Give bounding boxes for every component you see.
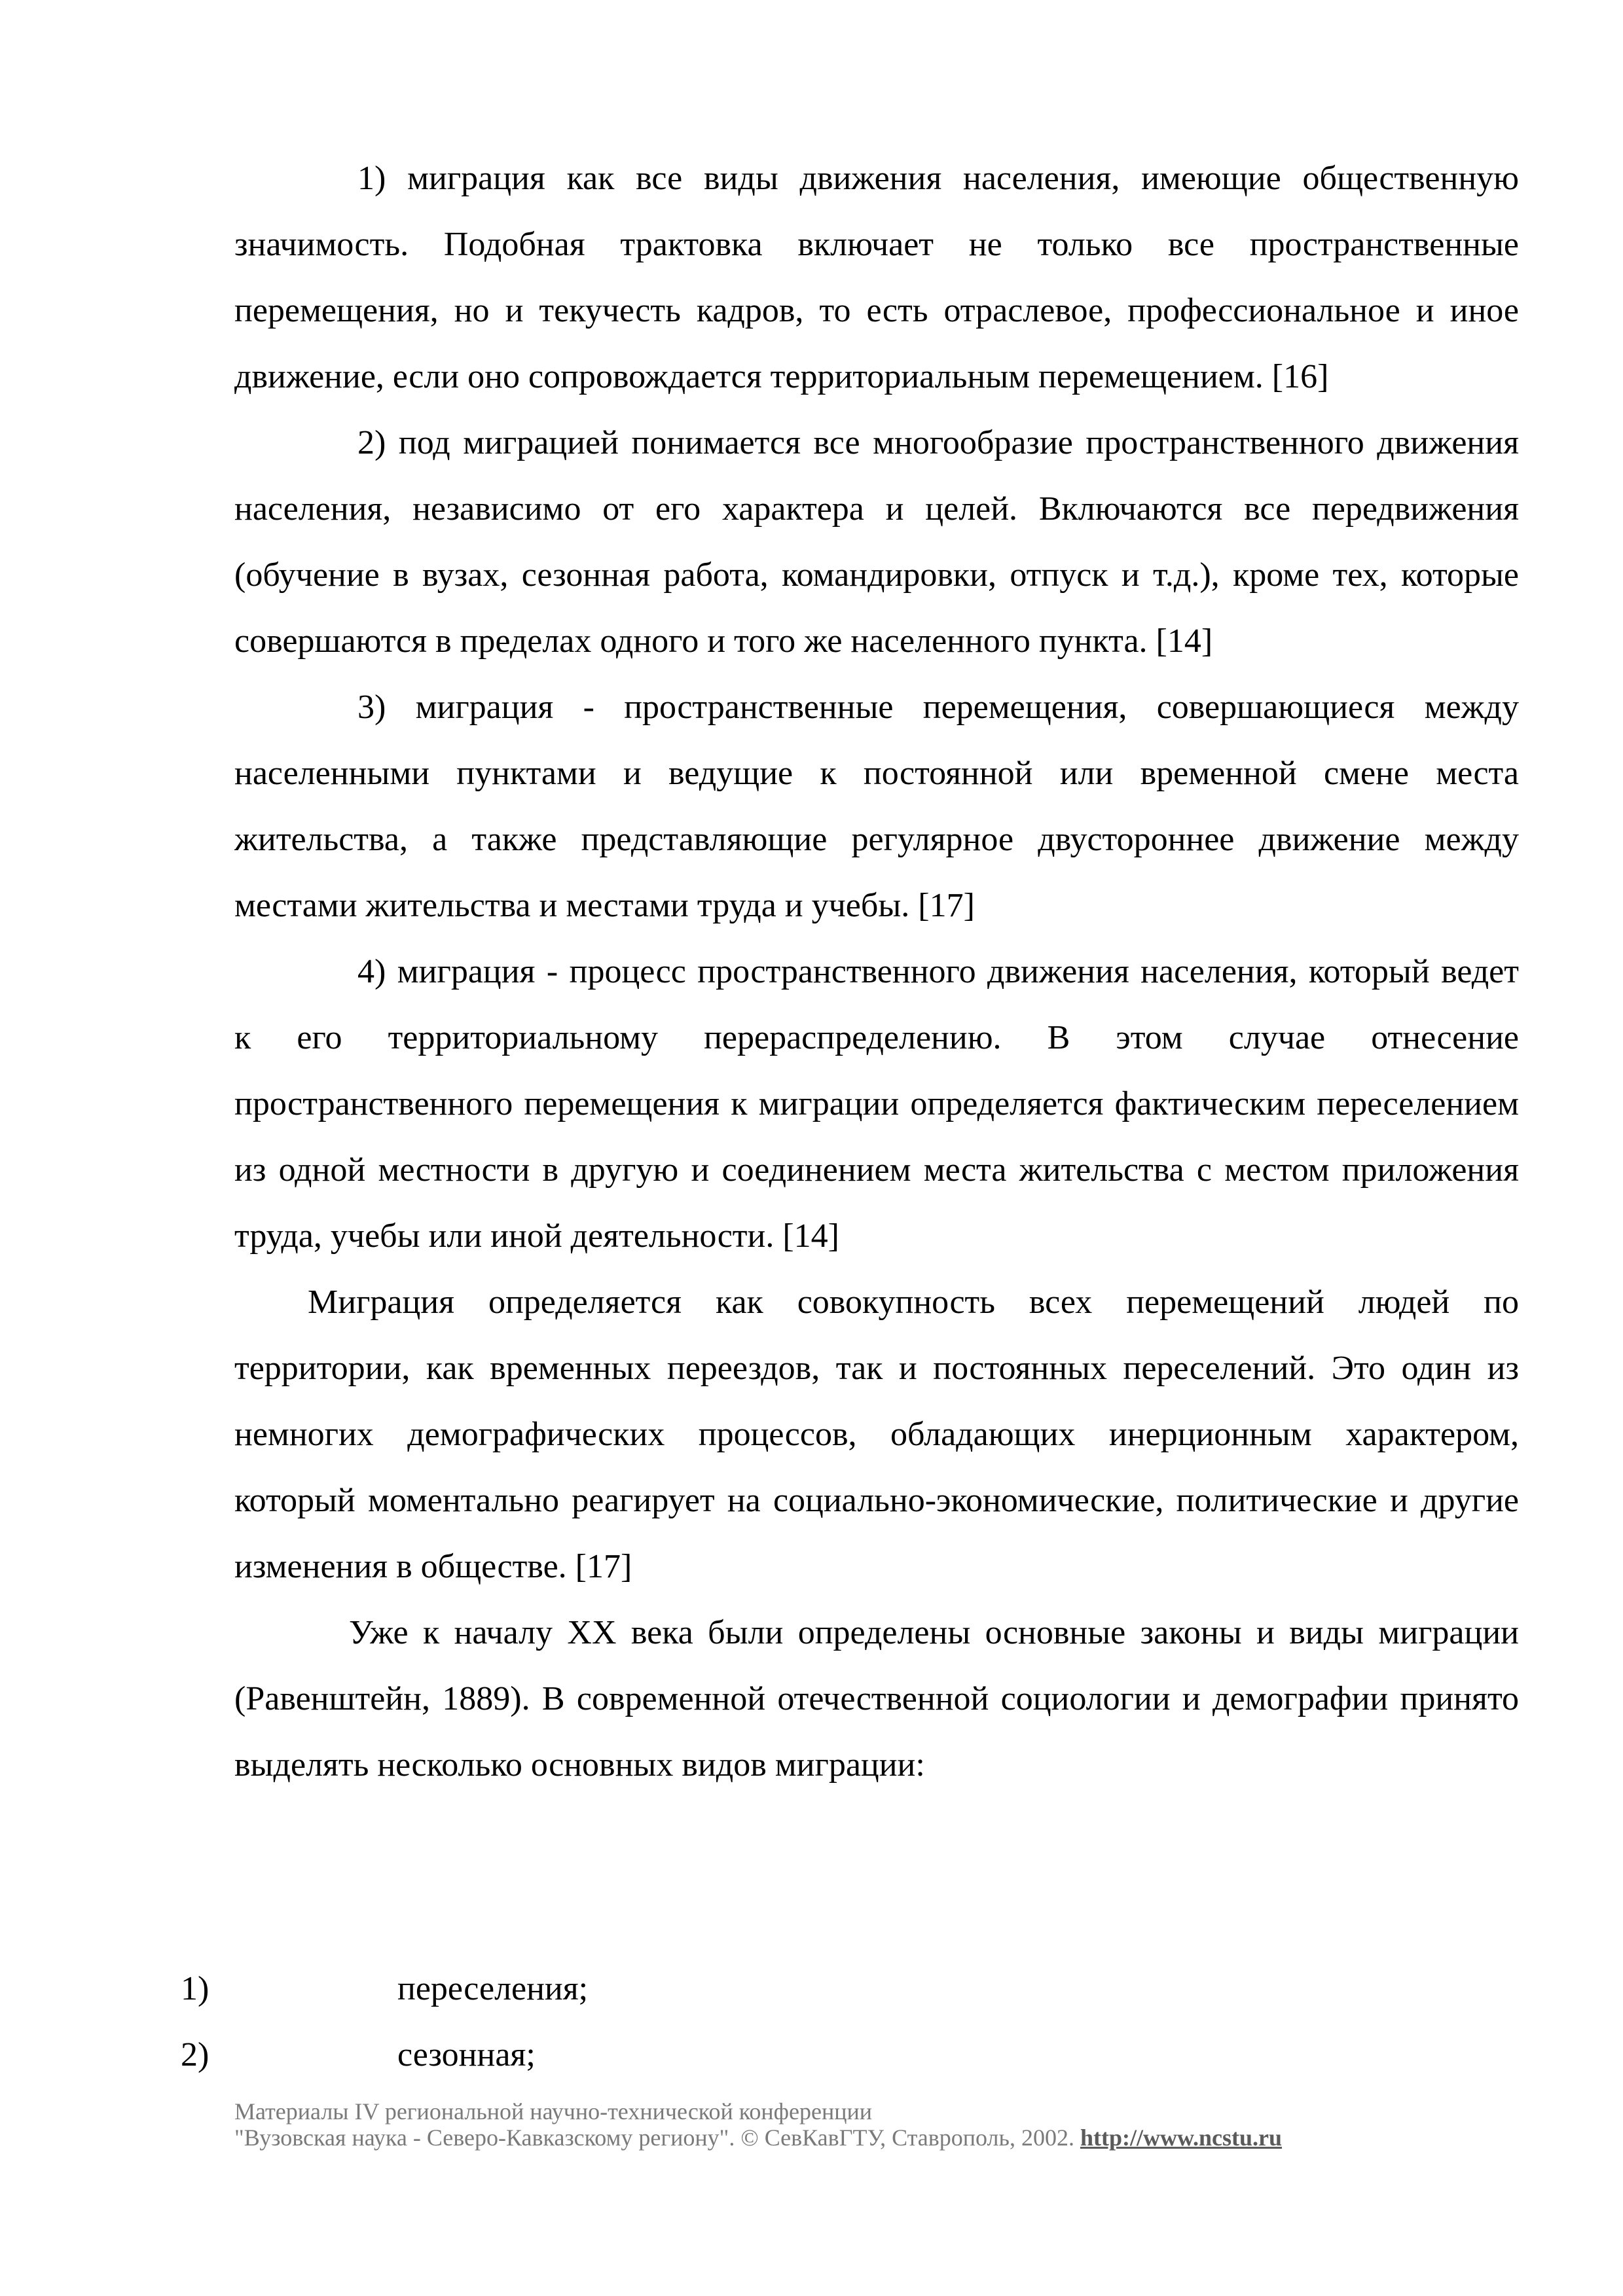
- footer-publisher-line: [234, 2125, 1282, 2151]
- footer-website-link[interactable]: http://www.ncstu.ru: [1080, 2125, 1282, 2151]
- paragraph-definition-4: 4) миграция - процесс пространственного движения населения, который ведет к его территориальному перераспределению. В этом случае отнесение пространственного перемещения к миграции определяется фактическим переселением из одной местности в другую и соединением места жительства с местом приложения труда, учебы или иной деятельности. [14]: [234, 953, 1519, 1255]
- paragraph-definition-3: 3) миграция - пространственные перемещения, совершающиеся между населенными пунктами и ведущие к постоянной или временной смене места жительства, а также представляющие регулярное двустороннее движение между местами жительства и местами труда и учебы. [17]: [234, 689, 1519, 924]
- paragraph-migration-types-intro: Уже к началу XX века были определены основные законы и виды миграции (Равенштейн, 1889). В современной отечественной социологии и демографии принято выделять несколько основных видов миграции:: [234, 1614, 1519, 1784]
- paragraph-definition-2: 2) под миграцией понимается все многообразие пространственного движения населения, независимо от его характера и целей. Включаются все передвижения (обучение в вузах, сезонная работа, командировки, отпуск и т.д.), кроме тех, которые совершаются в пределах одного и того же населенного пункта. [14]: [234, 424, 1519, 660]
- footer-citation: "Вузовская наука - Северо-Кавказскому региону". © СевКавГТУ, Ставрополь, 2002.: [234, 2125, 1074, 2151]
- paragraph-definition-1: 1) миграция как все виды движения населения, имеющие общественную значимость. Подобная трактовка включает не только все пространственные перемещения, но и текучесть кадров, то есть отраслевое, профессиональное и иное движение, если оно сопровождается территориальным перемещением. [16]: [234, 160, 1519, 395]
- footer-conference-line: Материалы IV региональной научно-технической конференции: [234, 2098, 873, 2125]
- list-item-text: переселения;: [397, 1970, 589, 2007]
- list-item-number: 2): [181, 2036, 210, 2073]
- list-item-number: 1): [181, 1970, 210, 2007]
- page-footer: [234, 2098, 1282, 2151]
- list-item-text: сезонная;: [397, 2036, 536, 2073]
- body-text: [234, 145, 1519, 1798]
- list-item: [181, 1956, 1516, 2022]
- list-item: [181, 2022, 1516, 2088]
- paragraph-migration-summary: Миграция определяется как совокупность всех перемещений людей по территории, как временных переездов, так и постоянных переселений. Это один из немногих демографических процессов, обладающих инерционным характером, который моментально реагирует на социально-экономические, политические и другие изменения в обществе. [17]: [234, 1283, 1519, 1585]
- migration-types-list: [181, 1956, 1516, 2088]
